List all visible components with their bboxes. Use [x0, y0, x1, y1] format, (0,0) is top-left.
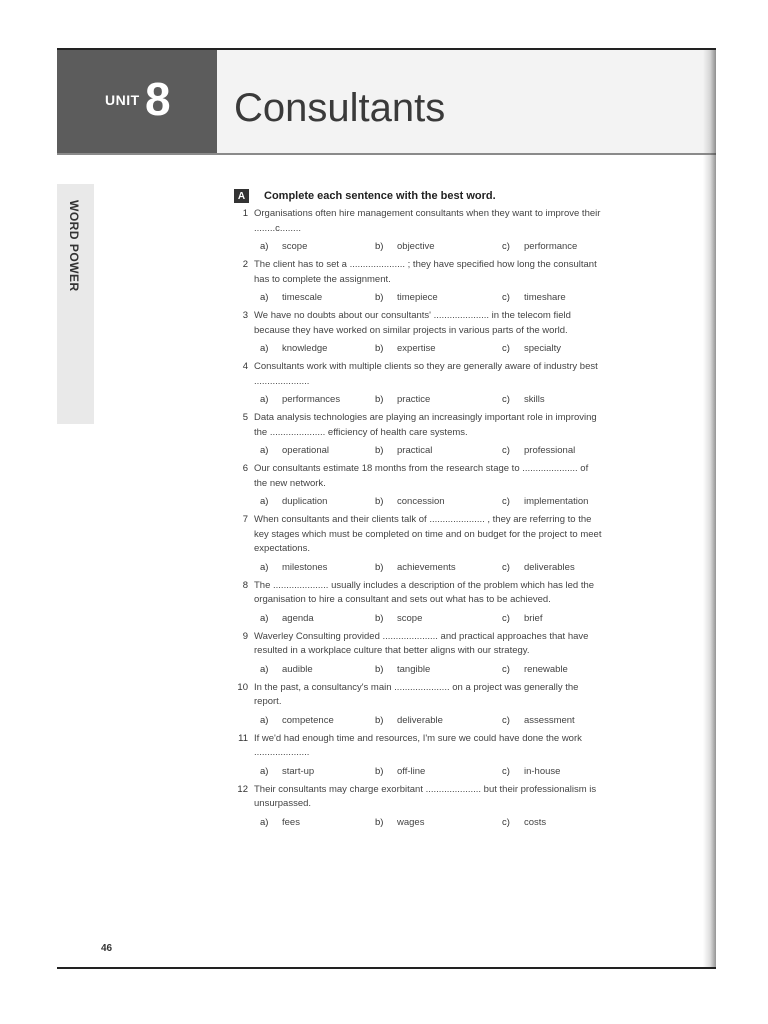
question-number: 6: [242, 463, 248, 474]
question-line: [234, 579, 674, 594]
option-letter: b): [375, 445, 384, 456]
question-number: [234, 644, 254, 659]
option-letter: a): [260, 343, 269, 354]
question-number: 3: [242, 310, 248, 321]
side-tab: [57, 184, 94, 424]
question-text: Our consultants estimate 18 months from the research stage to ..................... of: [254, 463, 589, 474]
answer-option[interactable]: [260, 612, 375, 626]
question-line: [234, 222, 674, 237]
question-text: The client has to set a ..................... ; they have specified how long the consultant: [254, 259, 597, 270]
question-line: [234, 593, 674, 608]
option-word: in-house: [524, 765, 561, 777]
question-line: [234, 462, 674, 477]
question-item: [234, 681, 674, 728]
option-word: expertise: [397, 343, 436, 354]
question-number: [234, 324, 254, 339]
answer-option[interactable]: [502, 393, 622, 407]
question-line: [234, 732, 674, 747]
question-item: [234, 258, 674, 305]
option-word: tangible: [397, 663, 431, 675]
answer-option[interactable]: [502, 765, 622, 779]
option-word: scope: [282, 241, 308, 252]
answer-option[interactable]: [260, 393, 375, 407]
question-number: 11: [238, 732, 248, 744]
option-letter: c): [502, 445, 510, 456]
question-line: [234, 258, 674, 273]
option-word: costs: [524, 816, 547, 828]
option-letter: a): [260, 816, 269, 828]
answer-option[interactable]: [375, 561, 502, 575]
question-line: [234, 513, 674, 528]
question-number: 9: [242, 630, 248, 642]
question-number: 12: [237, 783, 248, 795]
question-text: ........c........: [254, 222, 301, 234]
question-item: [234, 411, 674, 458]
question-line: [234, 375, 674, 390]
option-letter: b): [375, 816, 384, 828]
question-text: .....................: [254, 747, 310, 758]
answer-option[interactable]: [502, 495, 622, 509]
option-word: timeshare: [524, 292, 566, 303]
answer-option[interactable]: [502, 612, 622, 626]
question-line: [234, 207, 674, 222]
answer-options: [260, 393, 674, 407]
option-word: timescale: [282, 292, 323, 303]
option-letter: c): [502, 816, 510, 828]
question-number: 10: [237, 681, 248, 693]
option-letter: b): [375, 765, 384, 777]
option-letter: a): [260, 496, 269, 507]
question-text: The ..................... usually includes a description of the problem which has led the: [254, 579, 595, 591]
question-item: [234, 462, 674, 509]
question-item: [234, 207, 674, 254]
answer-option[interactable]: [260, 444, 375, 458]
option-letter: b): [375, 561, 384, 573]
option-letter: b): [375, 343, 384, 354]
answer-option[interactable]: [502, 561, 622, 575]
option-letter: a): [260, 394, 269, 405]
option-letter: c): [502, 714, 510, 726]
answer-options: [260, 342, 674, 356]
answer-option[interactable]: [375, 291, 502, 305]
answer-option[interactable]: [502, 444, 622, 458]
answer-option[interactable]: [502, 291, 622, 305]
unit-block: [57, 50, 217, 153]
answer-option[interactable]: [375, 342, 502, 356]
option-letter: c): [502, 394, 510, 405]
page-title: Consultants: [234, 86, 446, 130]
question-text: Data analysis technologies are playing an increasingly important role in improving: [254, 412, 597, 423]
option-letter: a): [260, 612, 269, 624]
question-line: [234, 360, 674, 375]
option-letter: c): [502, 765, 510, 777]
answer-option[interactable]: [375, 495, 502, 509]
option-word: achievements: [397, 561, 456, 573]
option-word: off-line: [397, 765, 426, 777]
option-letter: a): [260, 714, 269, 726]
question-number: 1: [242, 208, 248, 219]
question-item: [234, 309, 674, 356]
question-text: When consultants and their clients talk of ..................... , they are referring to the: [254, 514, 592, 525]
answer-options: [260, 561, 674, 575]
question-text: expectations.: [254, 543, 310, 554]
answer-option[interactable]: [502, 240, 622, 254]
option-word: specialty: [524, 343, 561, 354]
option-letter: b): [375, 612, 384, 624]
option-word: performance: [524, 241, 578, 252]
question-text: In the past, a consultancy's main ..................... on a project was generally the: [254, 681, 579, 693]
option-word: deliverables: [524, 561, 575, 573]
option-letter: a): [260, 445, 269, 456]
question-list: [234, 207, 674, 830]
answer-option[interactable]: [375, 663, 502, 677]
option-letter: a): [260, 663, 269, 675]
question-number: 8: [242, 579, 248, 591]
option-word: practical: [397, 445, 433, 456]
question-line: [234, 630, 674, 645]
answer-options: [260, 663, 674, 677]
option-letter: c): [502, 241, 510, 252]
option-word: operational: [282, 445, 330, 456]
question-number: 4: [242, 361, 248, 372]
question-line: [234, 695, 674, 710]
question-number: [234, 477, 254, 492]
option-letter: b): [375, 241, 384, 252]
unit-label: UNIT: [105, 92, 140, 108]
option-letter: c): [502, 561, 510, 573]
answer-option[interactable]: [502, 714, 622, 728]
question-number: [234, 426, 254, 441]
option-word: performances: [282, 394, 341, 405]
answer-options: [260, 714, 674, 728]
option-letter: b): [375, 663, 384, 675]
question-number: 2: [242, 259, 248, 270]
question-line: [234, 681, 674, 696]
option-letter: c): [502, 612, 510, 624]
question-line: [234, 542, 674, 557]
question-number: [234, 375, 254, 390]
question-number: [234, 222, 254, 237]
option-word: practice: [397, 394, 431, 405]
answer-option[interactable]: [260, 240, 375, 254]
question-line: [234, 644, 674, 659]
question-line: [234, 797, 674, 812]
option-word: brief: [524, 612, 543, 624]
page-number: 46: [101, 943, 113, 954]
question-text: report.: [254, 696, 282, 707]
question-item: [234, 513, 674, 575]
option-word: renewable: [524, 663, 568, 675]
question-text: Waverley Consulting provided ..................... and practical approaches that have: [254, 630, 589, 642]
option-word: start-up: [282, 765, 315, 777]
question-item: [234, 732, 674, 779]
answer-options: [260, 444, 674, 458]
question-text: unsurpassed.: [254, 798, 312, 809]
answer-option[interactable]: [260, 342, 375, 356]
answer-option[interactable]: [502, 342, 622, 356]
answer-option[interactable]: [260, 291, 375, 305]
option-word: deliverable: [397, 714, 443, 726]
answer-option[interactable]: [260, 714, 375, 728]
question-line: [234, 273, 674, 288]
answer-option[interactable]: [260, 765, 375, 779]
option-letter: a): [260, 292, 269, 303]
question-line: [234, 411, 674, 426]
option-word: audible: [282, 663, 313, 675]
question-line: [234, 324, 674, 339]
option-letter: b): [375, 394, 384, 405]
option-word: knowledge: [282, 343, 328, 354]
side-tab-label: WORD POWER: [67, 200, 81, 292]
option-letter: a): [260, 765, 269, 777]
option-letter: a): [260, 241, 269, 252]
option-word: competence: [282, 714, 334, 726]
question-text: has to complete the assignment.: [254, 273, 391, 285]
answer-option[interactable]: [375, 816, 502, 830]
question-text: resulted in a workplace culture that better aligns with our strategy.: [254, 645, 530, 656]
answer-option[interactable]: [375, 612, 502, 626]
option-letter: c): [502, 663, 510, 675]
answer-option[interactable]: [260, 495, 375, 509]
option-word: duplication: [282, 496, 328, 507]
question-line: [234, 477, 674, 492]
question-line: [234, 528, 674, 543]
question-text: organisation to hire a consultant and sets out what has to be achieved.: [254, 594, 551, 605]
unit-number: 8: [145, 73, 171, 125]
option-word: concession: [397, 496, 445, 507]
section-heading: [234, 188, 674, 204]
question-line: [234, 783, 674, 798]
answer-option[interactable]: [502, 816, 622, 830]
answer-option[interactable]: [375, 393, 502, 407]
option-word: milestones: [282, 561, 328, 573]
option-letter: b): [375, 496, 384, 507]
question-item: [234, 630, 674, 677]
section-instruction: Complete each sentence with the best word.: [264, 190, 496, 202]
option-word: assessment: [524, 714, 575, 726]
question-line: [234, 746, 674, 761]
answer-options: [260, 291, 674, 305]
question-text: key stages which must be completed on time and on budget for the project to meet: [254, 528, 602, 540]
question-number: [234, 528, 254, 543]
answer-option[interactable]: [375, 714, 502, 728]
question-number: [234, 797, 254, 812]
option-word: skills: [524, 394, 545, 405]
question-number: 7: [242, 514, 248, 525]
question-number: 5: [242, 412, 248, 423]
section-letter-badge: A: [234, 189, 249, 203]
question-text: because they have worked on similar projects in various parts of the world.: [254, 324, 568, 336]
question-line: [234, 426, 674, 441]
question-item: [234, 783, 674, 830]
question-number: [234, 273, 254, 288]
answer-option[interactable]: [502, 663, 622, 677]
question-text: Their consultants may charge exorbitant ..................... but their professionalism is: [254, 783, 597, 795]
question-text: Consultants work with multiple clients so they are generally aware of industry best: [254, 361, 598, 372]
answer-option[interactable]: [260, 663, 375, 677]
question-item: [234, 579, 674, 626]
question-line: [234, 309, 674, 324]
question-text: .....................: [254, 375, 310, 387]
question-text: We have no doubts about our consultants' ..................... in the telecom field: [254, 310, 571, 321]
question-text: If we'd had enough time and resources, I'm sure we could have done the work: [254, 732, 582, 744]
workbook-page: [57, 48, 716, 969]
answer-option[interactable]: [375, 765, 502, 779]
option-word: wages: [397, 816, 425, 828]
question-number: [234, 695, 254, 710]
question-number: [234, 593, 254, 608]
option-letter: a): [260, 561, 269, 573]
question-text: the ..................... efficiency of health care systems.: [254, 426, 468, 438]
option-word: agenda: [282, 612, 314, 624]
question-text: the new network.: [254, 477, 326, 489]
option-word: objective: [397, 241, 435, 252]
question-number: [234, 542, 254, 557]
option-word: scope: [397, 612, 423, 624]
question-text: Organisations often hire management consultants when they want to improve their: [254, 208, 601, 219]
answer-options: [260, 240, 674, 254]
answer-option[interactable]: [260, 561, 375, 575]
answer-option[interactable]: [260, 816, 375, 830]
answer-options: [260, 612, 674, 626]
option-letter: c): [502, 292, 510, 303]
option-letter: b): [375, 714, 384, 726]
answer-options: [260, 765, 674, 779]
option-word: timepiece: [397, 292, 438, 303]
option-word: professional: [524, 445, 576, 456]
exercise-section-a: [234, 188, 674, 834]
unit-header: [57, 50, 716, 155]
answer-option[interactable]: [375, 240, 502, 254]
option-word: fees: [282, 816, 300, 828]
option-letter: c): [502, 343, 510, 354]
option-letter: c): [502, 496, 510, 507]
option-letter: b): [375, 292, 384, 303]
question-number: [234, 746, 254, 761]
question-item: [234, 360, 674, 407]
answer-options: [260, 816, 674, 830]
page-edge-shadow: [703, 50, 716, 967]
answer-option[interactable]: [375, 444, 502, 458]
option-word: implementation: [524, 496, 589, 507]
answer-options: [260, 495, 674, 509]
